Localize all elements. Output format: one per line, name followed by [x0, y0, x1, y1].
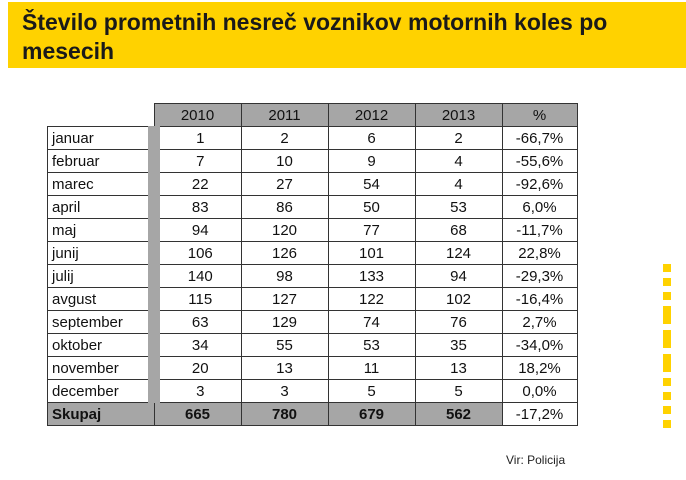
- value-cell: 9: [328, 150, 415, 173]
- total-value-cell: 665: [154, 403, 241, 426]
- value-cell: 20: [154, 357, 241, 380]
- value-cell: 63: [154, 311, 241, 334]
- column-header: 2011: [241, 104, 328, 127]
- table-row: [48, 380, 578, 403]
- value-cell: 11: [328, 357, 415, 380]
- corner-cell: [48, 104, 155, 127]
- column-header: 2012: [328, 104, 415, 127]
- value-cell: 94: [415, 265, 502, 288]
- value-cell: 54: [328, 173, 415, 196]
- column-header: 2010: [154, 104, 241, 127]
- value-cell: 5: [328, 380, 415, 403]
- table-row: [48, 288, 578, 311]
- value-cell: 27: [241, 173, 328, 196]
- value-cell: 34: [154, 334, 241, 357]
- value-cell: 13: [415, 357, 502, 380]
- value-cell: 101: [328, 242, 415, 265]
- value-cell: 3: [241, 380, 328, 403]
- total-percent-cell: -17,2%: [502, 403, 577, 426]
- total-value-cell: 562: [415, 403, 502, 426]
- value-cell: 10: [241, 150, 328, 173]
- table-row: [48, 219, 578, 242]
- value-cell: 126: [241, 242, 328, 265]
- total-value-cell: 679: [328, 403, 415, 426]
- total-row: [48, 403, 578, 426]
- month-cell: oktober: [48, 334, 155, 357]
- value-cell: 83: [154, 196, 241, 219]
- value-cell: 74: [328, 311, 415, 334]
- value-cell: 129: [241, 311, 328, 334]
- table-row: [48, 242, 578, 265]
- percent-cell: 0,0%: [502, 380, 577, 403]
- table-row: [48, 311, 578, 334]
- percent-cell: -34,0%: [502, 334, 577, 357]
- value-cell: 106: [154, 242, 241, 265]
- month-cell: marec: [48, 173, 155, 196]
- percent-cell: 18,2%: [502, 357, 577, 380]
- value-cell: 22: [154, 173, 241, 196]
- accidents-table: [47, 103, 578, 426]
- table-row: [48, 334, 578, 357]
- value-cell: 76: [415, 311, 502, 334]
- month-cell: september: [48, 311, 155, 334]
- value-cell: 53: [328, 334, 415, 357]
- month-cell: julij: [48, 265, 155, 288]
- month-cell: december: [48, 380, 155, 403]
- value-cell: 2: [415, 127, 502, 150]
- page-title: Število prometnih nesreč voznikov motornih koles po mesecih: [22, 9, 608, 64]
- percent-cell: -16,4%: [502, 288, 577, 311]
- value-cell: 13: [241, 357, 328, 380]
- value-cell: 86: [241, 196, 328, 219]
- percent-cell: 22,8%: [502, 242, 577, 265]
- value-cell: 2: [241, 127, 328, 150]
- value-cell: 50: [328, 196, 415, 219]
- total-value-cell: 780: [241, 403, 328, 426]
- value-cell: 3: [154, 380, 241, 403]
- decorative-dots: [663, 264, 677, 434]
- header-row: [48, 104, 578, 127]
- month-cell: april: [48, 196, 155, 219]
- value-cell: 94: [154, 219, 241, 242]
- value-cell: 120: [241, 219, 328, 242]
- month-cell: november: [48, 357, 155, 380]
- month-cell: maj: [48, 219, 155, 242]
- table-row: [48, 196, 578, 219]
- percent-cell: -29,3%: [502, 265, 577, 288]
- value-cell: 122: [328, 288, 415, 311]
- value-cell: 98: [241, 265, 328, 288]
- column-header: %: [502, 104, 577, 127]
- table-row: [48, 357, 578, 380]
- value-cell: 6: [328, 127, 415, 150]
- value-cell: 35: [415, 334, 502, 357]
- table-body: [48, 127, 578, 426]
- percent-cell: 6,0%: [502, 196, 577, 219]
- source-note: Vir: Policija: [506, 453, 566, 467]
- value-cell: 102: [415, 288, 502, 311]
- month-cell: avgust: [48, 288, 155, 311]
- column-header: 2013: [415, 104, 502, 127]
- total-label: Skupaj: [48, 403, 155, 426]
- value-cell: 53: [415, 196, 502, 219]
- value-cell: 140: [154, 265, 241, 288]
- value-cell: 55: [241, 334, 328, 357]
- value-cell: 124: [415, 242, 502, 265]
- percent-cell: -66,7%: [502, 127, 577, 150]
- value-cell: 1: [154, 127, 241, 150]
- value-cell: 5: [415, 380, 502, 403]
- value-cell: 4: [415, 173, 502, 196]
- month-cell: januar: [48, 127, 155, 150]
- value-cell: 127: [241, 288, 328, 311]
- percent-cell: -11,7%: [502, 219, 577, 242]
- percent-cell: 2,7%: [502, 311, 577, 334]
- title-bar: [8, 2, 686, 68]
- table-row: [48, 173, 578, 196]
- table-row: [48, 127, 578, 150]
- month-cell: februar: [48, 150, 155, 173]
- value-cell: 115: [154, 288, 241, 311]
- month-cell: junij: [48, 242, 155, 265]
- value-cell: 68: [415, 219, 502, 242]
- value-cell: 133: [328, 265, 415, 288]
- table-row: [48, 265, 578, 288]
- table-row: [48, 150, 578, 173]
- value-cell: 4: [415, 150, 502, 173]
- value-cell: 77: [328, 219, 415, 242]
- percent-cell: -92,6%: [502, 173, 577, 196]
- value-cell: 7: [154, 150, 241, 173]
- percent-cell: -55,6%: [502, 150, 577, 173]
